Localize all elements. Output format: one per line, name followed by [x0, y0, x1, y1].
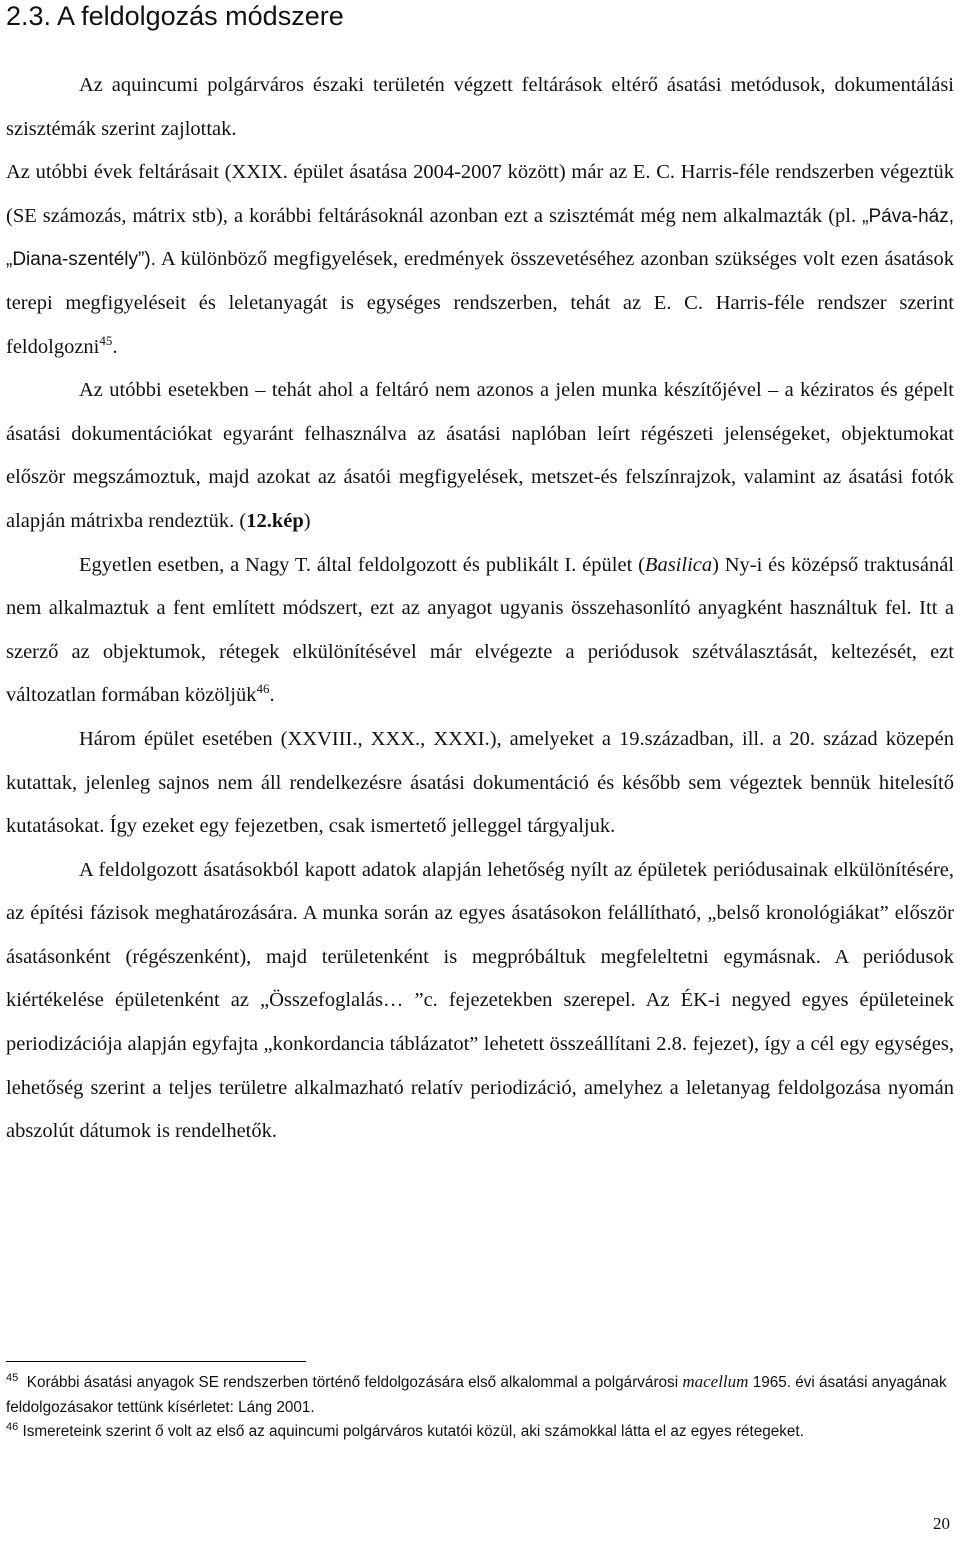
- paragraph-4-text-a: Egyetlen esetben, a Nagy T. által feldolgozott és publikált I. épület (: [79, 553, 645, 576]
- paragraph-5: Három épület esetében (XXVIII., XXX., XXXI.), amelyeket a 19.században, ill. a 20. század közepén kutattak, jelenleg sajnos nem áll rendelkezésre ásatási dokumentáció és később sem végeztek bennük hitelesítő kutatásokat. Így ezeket egy fejezetben, csak ismertető jelleggel tárgyaljuk.: [6, 727, 954, 838]
- paragraph-3: [6, 369, 954, 543]
- footnote-45: [6, 1370, 954, 1420]
- paragraph-2-text-a: Az utóbbi évek feltárásait (XXIX. épület ásatása 2004-2007 között) már az E. C. Harris-féle rendszerben végeztük (SE számozás, mátrix stb), a korábbi feltárásoknál azonban ezt a szisztémát még nem alkalmazták (pl.: [6, 161, 954, 227]
- figure-ref-open: (: [239, 509, 247, 532]
- paragraph-4-text-b: ) Ny-i és középső traktusánál nem alkalmaztuk a fent említett módszert, ezt az anyagot ugyanis összehasonlító anyagként használtuk fel. Itt a szerző az objektumok, rétegek elkülönítésével már elvégezte a periódusok szétválasztását, keltezését, ezt változatlan formában közöljük: [6, 553, 954, 707]
- footnote-45-number: 45: [6, 1371, 19, 1384]
- paragraph-2: [6, 151, 954, 369]
- figure-ref-close: ): [303, 509, 311, 532]
- basilica-term: Basilica: [644, 553, 713, 576]
- footnote-46: [6, 1420, 954, 1445]
- paragraph-6: A feldolgozott ásatásokból kapott adatok alapján lehetőség nyílt az épületek periódusainak elkülönítésére, az építési fázisok meghatározására. A munka során az egyes ásatásokon felállítható, „belső kronológiákat” először ásatásonként (régészenként), majd területenként is megpróbáltuk megfeleltetni egymásnak. A periódusok kiértékelése épületenként az „Összefoglalás… ”c. fejezetekben szerepel. Az ÉK-i negyed egyes épületeinek periodizációja alapján egyfajta „konkordancia táblázatot” lehetett összeállítani 2.8. fejezet), így a cél egy egységes, lehetőség szerint a teljes területre alkalmazható relatív periodizáció, amelyhez a leletanyag feldolgozása nyomán abszolút dátumok is rendelhetők.: [6, 858, 954, 1143]
- section-heading: 2.3. A feldolgozás módszere: [6, 1, 344, 31]
- footnote-46-text: Ismereteink szerint ő volt az első az aquincumi polgárváros kutatói közül, aki számokkal látta el az egyes rétegeket.: [22, 1423, 804, 1440]
- page-number: 20: [933, 1514, 950, 1533]
- paragraph-3-text: Az utóbbi esetekben – tehát ahol a feltáró nem azonos a jelen munka készítőjével – a kéziratos és gépelt ásatási dokumentációkat egyaránt felhasználva az ásatási naplóban leírt régészeti jelenségeket, objektumokat először megszámoztuk, majd azokat az ásatói megfigyelések, metszet-és felszínrajzok, valamint az ásatási fotók alapján mátrixba rendeztük.: [6, 379, 954, 532]
- footnote-ref-45[interactable]: 45: [99, 332, 113, 348]
- macellum-term: macellum: [682, 1372, 749, 1391]
- footnote-separator: [6, 1361, 306, 1362]
- paragraph-2-text-b: A különböző megfigyelések, eredmények összevetéséhez azonban szükséges volt ezen ásatások terepi megfigyeléseit és leletanyagát is egységes rendszerben, tehát az E. C. Harris-féle rendszer szerint feldolgozni: [6, 248, 955, 358]
- paragraph-1-text: Az aquincumi polgárváros északi területén végzett feltárások eltérő ásatási metódusok, dokumentálási szisztémák szerint zajlottak.: [6, 74, 954, 140]
- footnote-ref-46[interactable]: 46: [256, 681, 270, 697]
- footnote-45-text-b: 1965. évi ásatási anyagának feldolgozásakor tettünk kísérletet: Láng 2001.: [6, 1374, 947, 1416]
- body-text: [6, 64, 954, 1154]
- paragraph-4: [6, 544, 954, 718]
- paragraph-4-end: .: [269, 684, 275, 707]
- footnote-45-text-a: Korábbi ásatási anyagok SE rendszerben történő feldolgozására első alkalommal a polgárvárosi: [26, 1374, 679, 1391]
- paragraph-1: [6, 64, 954, 151]
- footnotes: [6, 1370, 954, 1445]
- paragraph-2-end: .: [112, 335, 118, 358]
- figure-ref[interactable]: 12.kép: [246, 509, 304, 532]
- quoted-building-names: „Páva-ház, „Diana-szentély”).: [6, 205, 955, 271]
- footnote-46-number: 46: [6, 1420, 19, 1433]
